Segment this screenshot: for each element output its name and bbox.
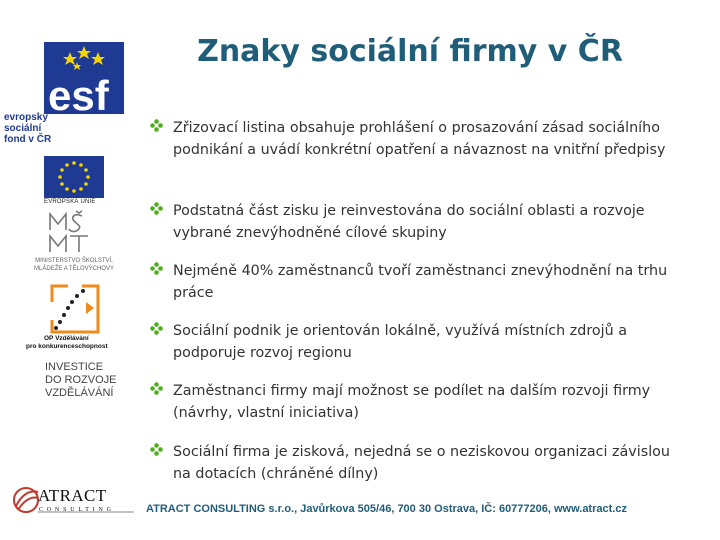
esf-wordmark: esf <box>48 72 109 119</box>
logo-sidebar <box>0 0 140 540</box>
op-label-line: OP Vzdělávání <box>44 335 89 342</box>
msmt-label-line: MINISTERSTVO ŠKOLSTVÍ, <box>35 258 113 264</box>
bullet-text: Sociální firma je zisková, nejedná se o neziskovou organizaci závislou na dotacích (chráněné dílny) <box>173 444 670 482</box>
msmt-label-line: MLÁDEŽE A TĚLOVÝCHOVY <box>34 266 114 272</box>
footer-contact: ATRACT CONSULTING s.r.o., Javůrkova 505/46, 700 30 Ostrava, IČ: 60777206, www.atract.cz <box>146 503 627 515</box>
op-logo <box>46 282 102 338</box>
op-label-line: pro konkurenceschopnost <box>26 343 108 350</box>
diamond-bullet-icon <box>150 382 163 395</box>
investment-slogan-line: VZDĚLÁVÁNÍ <box>45 387 114 399</box>
diamond-bullet-icon <box>150 202 163 215</box>
investment-slogan <box>45 361 135 400</box>
atract-name: ATRACT <box>38 486 107 505</box>
diamond-bullet-icon <box>150 443 163 456</box>
diamond-bullet-icon <box>150 262 163 275</box>
investment-slogan-line: DO ROZVOJE <box>45 374 117 386</box>
investment-slogan-line: INVESTICE <box>45 361 104 373</box>
op-label <box>14 335 134 351</box>
esf-caption-line: sociální <box>4 123 42 134</box>
esf-caption-line: fond v ČR <box>4 134 52 145</box>
msmt-logo <box>44 210 104 256</box>
bullet-text: Nejméně 40% zaměstnanců tvoří zaměstnanci znevýhodnění na trhu práce <box>173 263 668 301</box>
bullet-text: Zaměstnanci firmy mají možnost se podílet na dalším rozvoji firmy (návrhy, vlastní iniciativa) <box>173 383 651 421</box>
eu-label: EVROPSKÁ UNIE <box>44 199 96 205</box>
bullet-text: Zřizovací listina obsahuje prohlášení o prosazování zásad sociálního podnikání a uvádí konkrétní opatření a návaznost na vnitřní předpisy <box>173 120 666 158</box>
atract-subtitle: CONSULTING <box>39 507 115 513</box>
bullet-text: Sociální podnik je orientován lokálně, využívá místních zdrojů a podporuje rozvoj regionu <box>173 323 628 361</box>
slide-title: Znaky sociální firmy v ČR <box>197 34 623 69</box>
eu-flag-icon <box>44 156 104 198</box>
diamond-bullet-icon <box>150 119 163 132</box>
esf-caption-line: evropský <box>4 112 48 123</box>
diamond-bullet-icon <box>150 322 163 335</box>
bullet-text: Podstatná část zisku je reinvestována do sociální oblasti a rozvoje vybrané znevýhodněné cílové skupiny <box>173 203 645 241</box>
msmt-label <box>14 257 134 273</box>
esf-caption <box>4 112 84 145</box>
